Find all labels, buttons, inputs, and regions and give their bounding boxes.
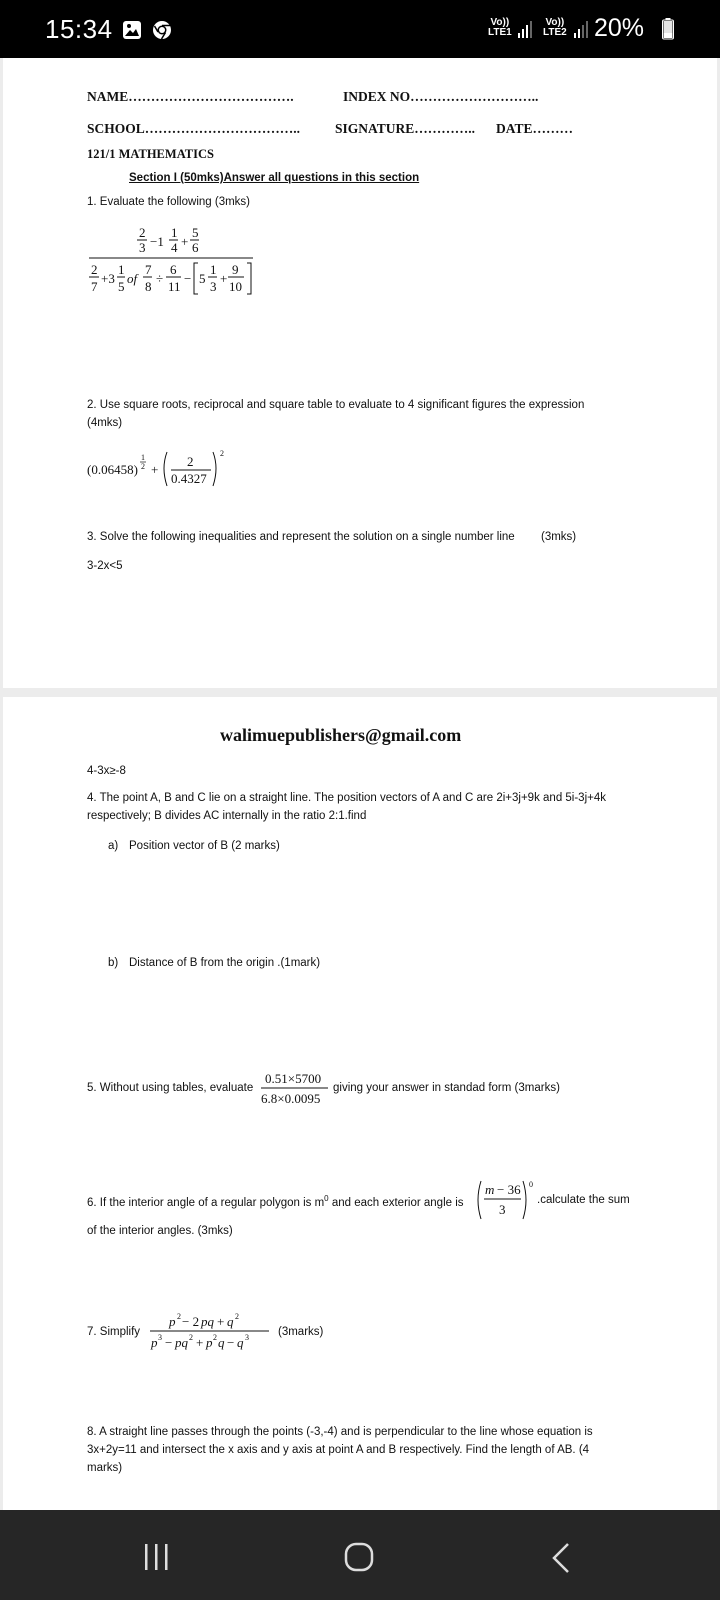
svg-text:+: +	[196, 1335, 204, 1350]
svg-text:pq: pq	[175, 1335, 188, 1350]
svg-text:7: 7	[91, 279, 98, 294]
publisher-email: walimuepublishers@gmail.com	[220, 725, 462, 745]
question-5: 5. Without using tables, evaluate	[87, 1082, 254, 1094]
svg-text:+: +	[151, 462, 159, 477]
svg-text:8: 8	[145, 279, 152, 294]
svg-text:2: 2	[91, 262, 98, 277]
svg-text:2: 2	[141, 462, 145, 471]
recent-apps-button[interactable]	[143, 1542, 171, 1577]
sim2-indicator: Vo)) LTE2	[543, 17, 567, 38]
svg-text:6.8×0.0095: 6.8×0.0095	[261, 1091, 321, 1106]
question-6: 6. If the interior angle of a regular polygon is $m^0$ and each exterior angle is	[87, 1194, 464, 1209]
question-7: 7. Simplify	[87, 1326, 141, 1338]
subject-title: 121/1 MATHEMATICS	[87, 147, 214, 161]
question-3: 3. Solve the following inequalities and represent the solution on a single number line	[87, 531, 515, 543]
signature-field: SIGNATURE…………..	[335, 121, 476, 136]
question-7-marks: (3marks)	[278, 1326, 324, 1338]
document-page-1	[3, 58, 717, 688]
svg-text:p: p	[151, 1335, 158, 1350]
gallery-icon	[122, 20, 142, 45]
svg-text:3: 3	[499, 1202, 506, 1217]
svg-text:− 2: − 2	[182, 1314, 200, 1329]
svg-text:0.4327: 0.4327	[171, 471, 207, 486]
svg-text:3: 3	[158, 1333, 162, 1342]
sim1-indicator: Vo)) LTE1	[488, 17, 512, 38]
svg-text:p: p	[169, 1314, 176, 1329]
svg-text:3: 3	[210, 279, 217, 294]
svg-text:−: −	[184, 271, 192, 286]
status-bar	[0, 0, 720, 58]
svg-text:5: 5	[199, 271, 206, 286]
inequality-1: 3-2x<5	[87, 560, 123, 572]
question-8: 8. A straight line passes through the points (-3,-4) and is perpendicular to the line whose equation is	[87, 1426, 593, 1438]
svg-text:1: 1	[118, 262, 125, 277]
inequality-2: 4-3x≥-8	[87, 765, 126, 777]
svg-text:11: 11	[168, 279, 181, 294]
svg-text:2: 2	[235, 1312, 239, 1321]
clock: 15:34	[45, 14, 113, 44]
question-5-tail: giving your answer in standad form (3marks)	[333, 1082, 560, 1094]
svg-text:0: 0	[529, 1180, 533, 1189]
svg-text:7: 7	[145, 262, 152, 277]
question-8-line2: 3x+2y=11 and intersect the x axis and y axis at point A and B respectively. Find the length of AB. (4	[87, 1444, 590, 1456]
svg-text:+: +	[181, 234, 189, 249]
home-button[interactable]	[344, 1542, 376, 1579]
svg-text:1: 1	[171, 225, 178, 240]
date-field: DATE………	[496, 121, 574, 136]
svg-text:2: 2	[220, 449, 224, 458]
school-field: SCHOOL……………………………..	[87, 121, 301, 136]
svg-text:(0.06458): (0.06458)	[87, 462, 138, 477]
svg-text:2: 2	[187, 454, 194, 469]
svg-text:−: −	[165, 1335, 173, 1350]
name-field: NAME……………………………….	[87, 89, 294, 104]
svg-text:2: 2	[139, 225, 146, 240]
svg-text:4: 4	[171, 240, 178, 255]
battery-percent: 20%	[593, 14, 644, 42]
question-4-line2: respectively; B divides AC internally in the ratio 2:1.find	[87, 810, 367, 822]
svg-text:9: 9	[232, 262, 239, 277]
question-3-marks: (3mks)	[541, 531, 577, 543]
q1-expression	[87, 222, 257, 302]
svg-text:+3: +3	[101, 271, 115, 286]
svg-text:0.51×5700: 0.51×5700	[265, 1071, 322, 1086]
svg-text:−1: −1	[150, 234, 164, 249]
svg-text:3: 3	[139, 240, 146, 255]
q2-expression	[87, 446, 237, 490]
svg-text:+: +	[220, 271, 228, 286]
signal-icon	[518, 21, 532, 44]
document-page-2	[3, 697, 717, 1510]
svg-text:+: +	[217, 1314, 225, 1329]
question-6-line2: of the interior angles. (3mks)	[87, 1225, 233, 1237]
svg-text:q: q	[237, 1335, 244, 1350]
q6-fraction	[475, 1177, 535, 1223]
svg-text:−: −	[227, 1335, 235, 1350]
svg-text:2: 2	[189, 1333, 193, 1342]
svg-text:2: 2	[177, 1312, 181, 1321]
signal-icon	[574, 21, 588, 44]
svg-text:6: 6	[192, 240, 199, 255]
question-2: 2. Use square roots, reciprocal and square table to evaluate to 4 significant figures the expression	[87, 399, 585, 411]
question-6-tail: .calculate the sum	[537, 1194, 630, 1206]
navigation-bar	[0, 1510, 720, 1600]
question-4b-label: b)	[108, 957, 119, 969]
svg-text:of: of	[127, 271, 138, 286]
svg-text:pq: pq	[201, 1314, 214, 1329]
svg-text:3: 3	[245, 1333, 249, 1342]
svg-text:1: 1	[210, 262, 217, 277]
svg-text:5: 5	[118, 279, 125, 294]
battery-icon	[662, 18, 674, 45]
svg-text:p: p	[206, 1335, 213, 1350]
q5-fraction	[260, 1069, 332, 1109]
svg-text:m: m	[485, 1182, 495, 1197]
chrome-icon	[152, 20, 172, 45]
question-8-line3: marks)	[87, 1462, 123, 1474]
svg-text:10: 10	[229, 279, 242, 294]
svg-text:1: 1	[141, 453, 145, 462]
question-4a: Position vector of B (2 marks)	[129, 840, 280, 852]
svg-text:÷: ÷	[156, 271, 164, 286]
index-field: INDEX NO………………………..	[343, 89, 539, 104]
question-4: 4. The point A, B and C lie on a straight line. The position vectors of A and C are 2i+3j+9k and 5i-3j+4k	[87, 792, 606, 804]
section-title: Section I (50mks)Answer all questions in this section	[129, 172, 420, 184]
q7-fraction	[149, 1309, 273, 1355]
question-1: 1. Evaluate the following (3mks)	[87, 196, 250, 208]
question-2-marks: (4mks)	[87, 417, 123, 429]
svg-text:2: 2	[213, 1333, 217, 1342]
svg-text:q: q	[218, 1335, 225, 1350]
question-4a-label: a)	[108, 840, 119, 852]
svg-text:− 36: − 36	[497, 1182, 521, 1197]
svg-text:q: q	[227, 1314, 234, 1329]
back-button[interactable]	[550, 1542, 572, 1579]
question-4b: Distance of B from the origin .(1mark)	[129, 957, 321, 969]
svg-text:6: 6	[170, 262, 177, 277]
svg-text:5: 5	[192, 225, 199, 240]
